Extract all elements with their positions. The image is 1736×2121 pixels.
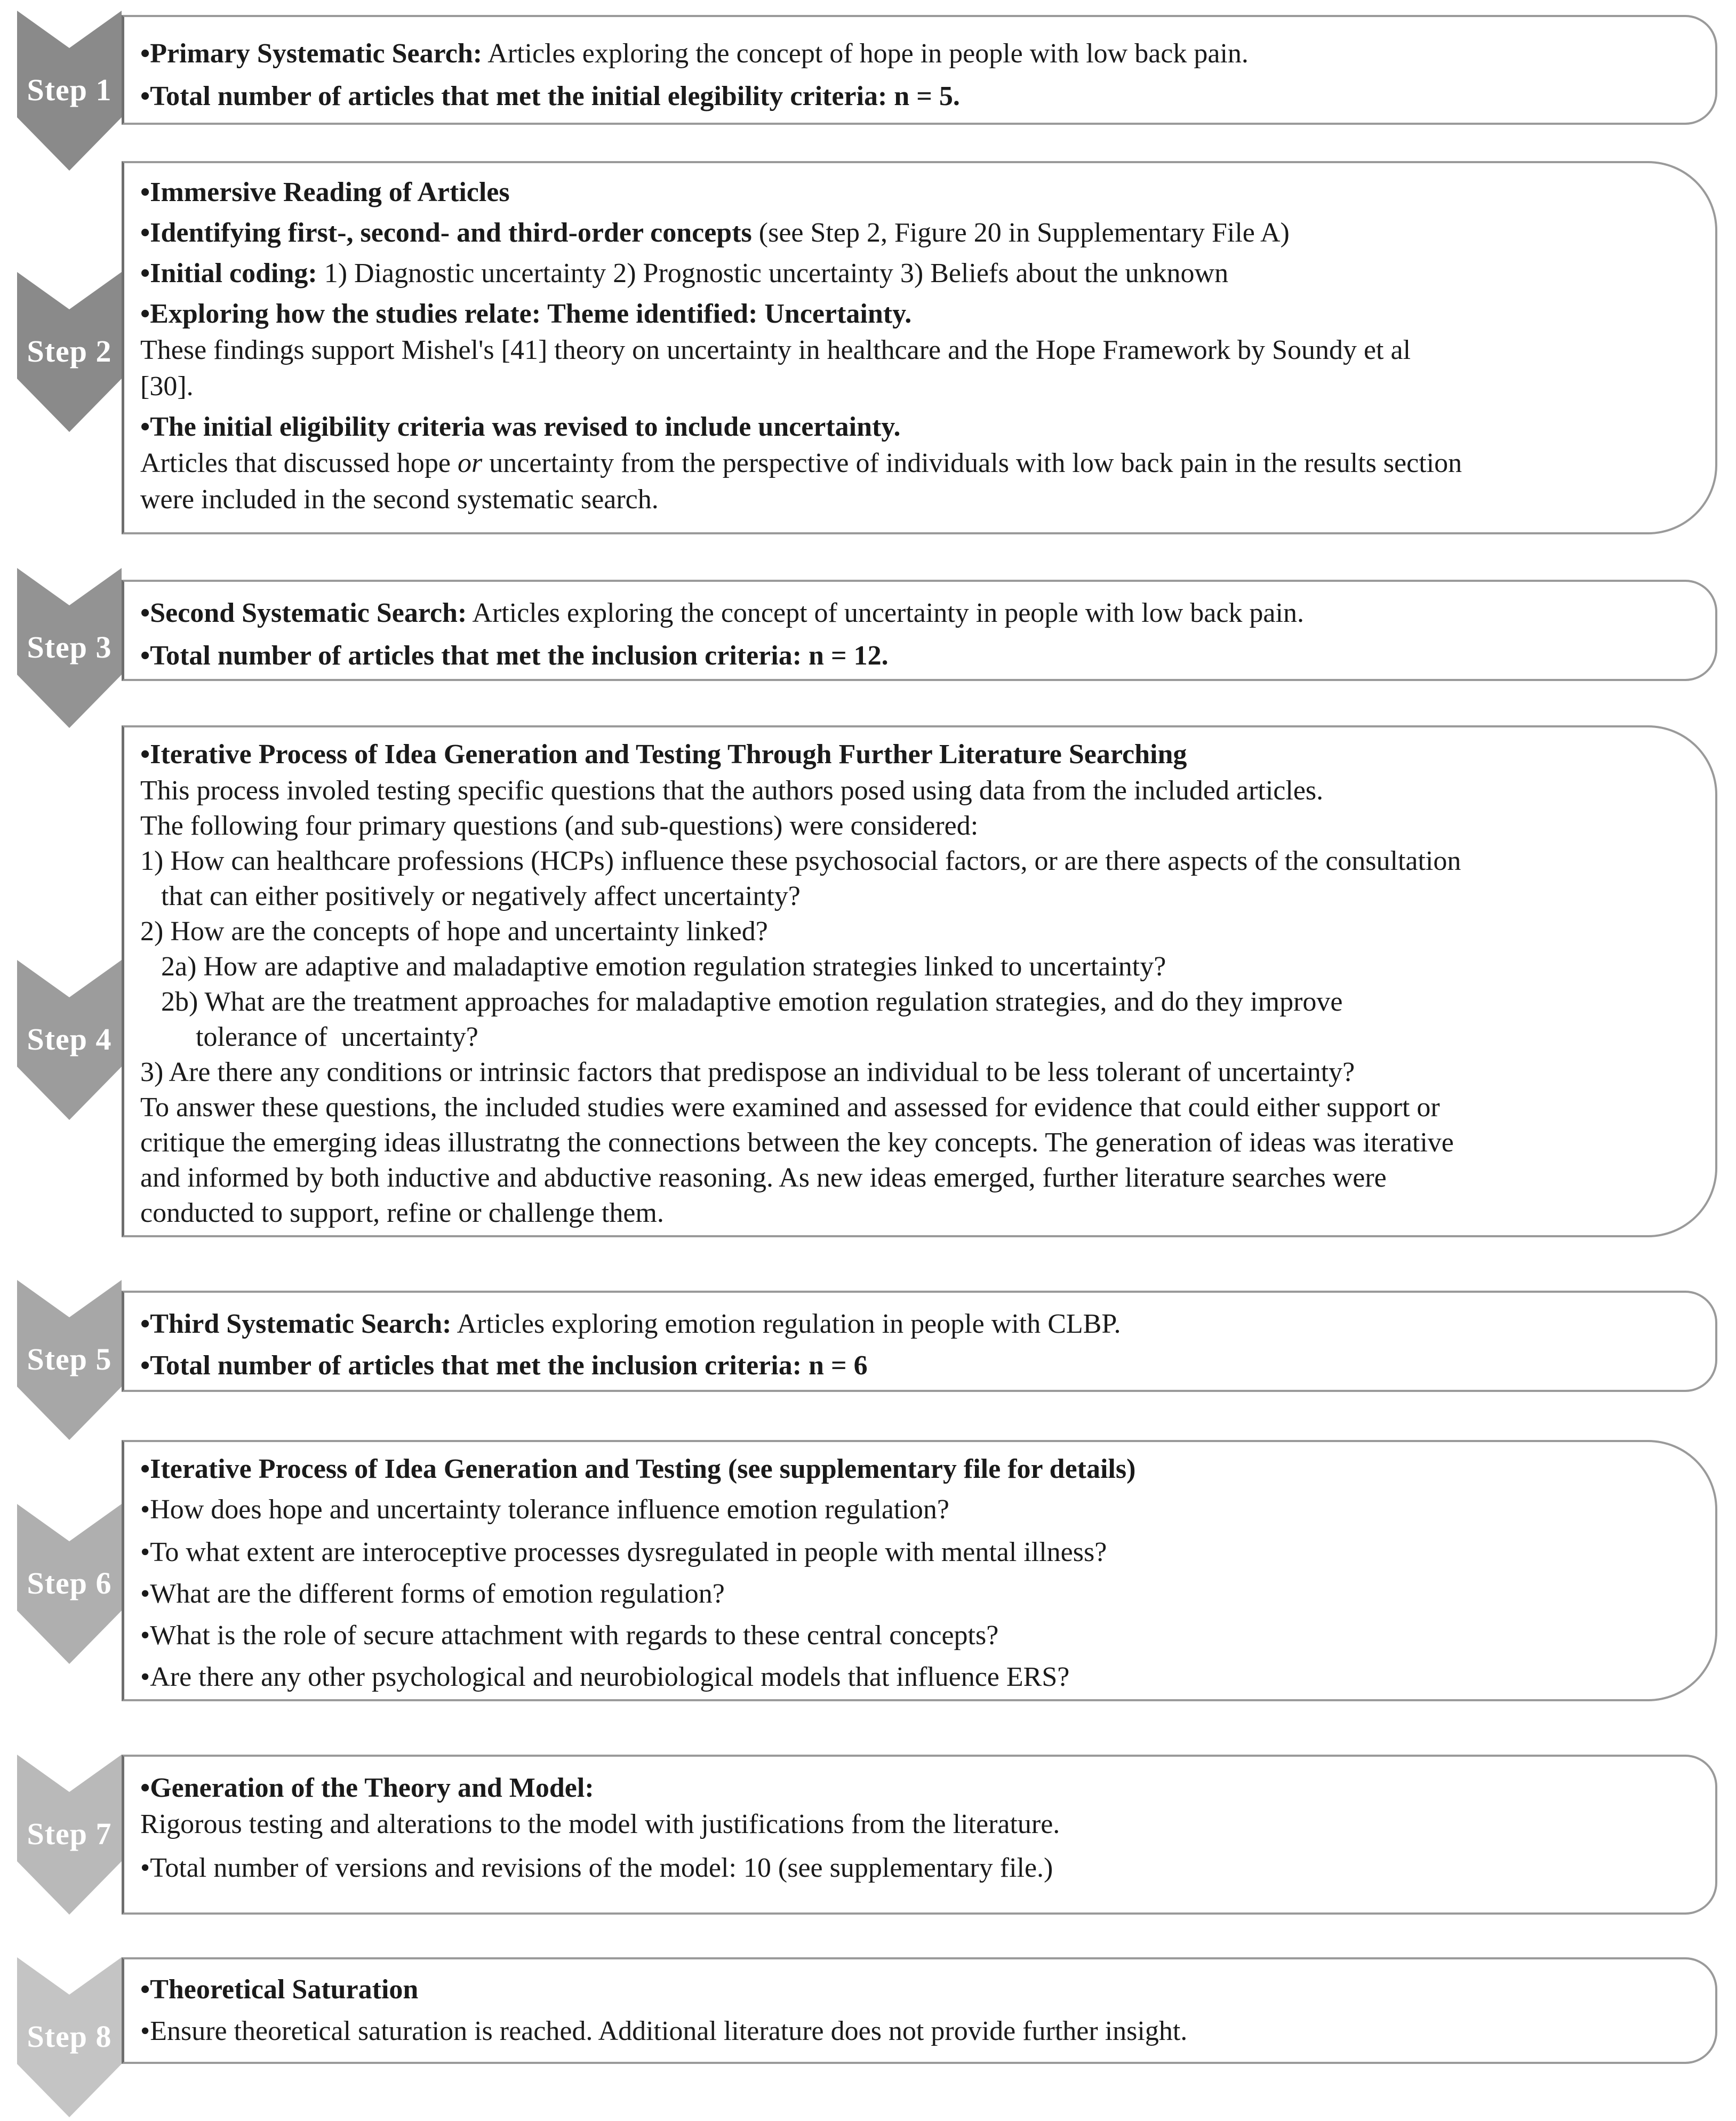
step-1-line-1: •Primary Systematic Search: Articles exploring the concept of hope in people with low back pain. [140,38,1249,69]
step-4-line-12: critique the emerging ideas illustratng the connections between the key concepts. The generation of ideas was iterative [140,1127,1454,1158]
step-4-line-2: This process involed testing specific questions that the authors posed using data from the included articles. [140,775,1324,806]
step-7-line-3: •Total number of versions and revisions of the model: 10 (see supplementary file.) [140,1853,1053,1883]
step-3-chevron [17,568,122,728]
step-4 [0,725,1736,1237]
step-2-line-3: •Initial coding: 1) Diagnostic uncertainty 2) Prognostic uncertainty 3) Beliefs about the unknown [140,258,1229,289]
step-2-chevron [17,272,122,432]
step-6-chevron [17,1504,122,1664]
step-8-label: Step 8 [27,2019,112,2054]
step-4-line-3: The following four primary questions (and sub-questions) were considered: [140,811,979,841]
step-6-box [122,1440,1717,1701]
step-6-line-2: •How does hope and uncertainty tolerance influence emotion regulation? [140,1494,949,1525]
step-7-label: Step 7 [27,1816,112,1851]
step-7-line-1: •Generation of the Theory and Model: [140,1773,594,1803]
step-3-line-2: •Total number of articles that met the inclusion criteria: n = 12. [140,641,889,671]
step-6-line-3: •To what extent are interoceptive processes dysregulated in people with mental illness? [140,1537,1107,1567]
step-3-box [122,580,1717,681]
step-3-label: Step 3 [27,630,112,665]
step-1 [0,11,1736,171]
step-2 [0,160,1736,544]
step-5-label: Step 5 [27,1342,112,1376]
step-8-line-1: •Theoretical Saturation [140,1974,419,2005]
step-8 [0,1957,1736,2117]
step-2-label: Step 2 [27,334,112,369]
step-2-line-8: Articles that discussed hope or uncertainty from the perspective of individuals with low back pain in the results section [140,448,1462,478]
step-4-box [122,725,1717,1237]
step-8-line-2: •Ensure theoretical saturation is reached. Additional literature does not provide further insight. [140,2016,1188,2046]
step-2-line-2: •Identifying first-, second- and third-order concepts (see Step 2, Figure 20 in Supplementary File A) [140,218,1290,248]
step-7 [0,1755,1736,1920]
step-4-line-1: •Iterative Process of Idea Generation and Testing Through Further Literature Searching [140,739,1187,770]
step-4-line-8: 2b) What are the treatment approaches for maladaptive emotion regulation strategies, and do they improve [140,987,1343,1017]
step-3 [0,568,1736,728]
step-4-line-13: and informed by both inductive and abductive reasoning. As new ideas emerged, further literature searches were [140,1163,1387,1193]
step-7-chevron [17,1755,122,1915]
step-2-line-1: •Immersive Reading of Articles [140,177,510,207]
step-6-line-5: •What is the role of secure attachment with regards to these central concepts? [140,1620,999,1651]
step-4-line-5: that can either positively or negatively affect uncertainty? [140,881,801,911]
step-1-chevron [17,11,122,171]
step-4-line-6: 2) How are the concepts of hope and uncertainty linked? [140,916,768,947]
step-8-chevron [17,1957,122,2117]
step-6 [0,1440,1736,1707]
step-1-box [122,15,1717,125]
step-6-line-4: •What are the different forms of emotion regulation? [140,1579,725,1609]
step-5-line-1: •Third Systematic Search: Articles exploring emotion regulation in people with CLBP. [140,1309,1121,1339]
step-2-line-5: These findings support Mishel's [41] theory on uncertainty in healthcare and the Hope Framework by Soundy et al [140,335,1411,365]
step-4-line-4: 1) How can healthcare professions (HCPs) influence these psychosocial factors, or are there aspects of the consultation [140,846,1461,876]
step-5-chevron [17,1280,122,1440]
step-2-box [122,161,1717,534]
step-6-line-1: •Iterative Process of Idea Generation and Testing (see supplementary file for details) [140,1454,1136,1484]
step-5-line-2: •Total number of articles that met the inclusion criteria: n = 6 [140,1350,868,1381]
step-2-line-9: were included in the second systematic search. [140,484,659,515]
step-2-line-7: •The initial eligibility criteria was revised to include uncertainty. [140,412,901,442]
step-4-line-7: 2a) How are adaptive and maladaptive emotion regulation strategies linked to uncertainty? [140,951,1166,982]
step-7-line-2: Rigorous testing and alterations to the model with justifications from the literature. [140,1809,1060,1839]
step-1-label: Step 1 [27,73,112,107]
step-5 [0,1280,1736,1440]
step-8-box [122,1957,1717,2064]
step-3-line-1: •Second Systematic Search: Articles exploring the concept of uncertainty in people with low back pain. [140,598,1304,628]
step-2-line-6: [30]. [140,371,194,402]
step-4-line-11: To answer these questions, the included studies were examined and assessed for evidence that could either support or [140,1092,1440,1123]
step-4-chevron [17,960,122,1120]
step-2-line-4: •Exploring how the studies relate: Theme identified: Uncertainty. [140,299,912,329]
step-4-line-14: conducted to support, refine or challenge them. [140,1198,664,1228]
step-6-line-6: •Are there any other psychological and neurobiological models that influence ERS? [140,1662,1070,1692]
step-6-label: Step 6 [27,1566,112,1600]
step-1-line-2: •Total number of articles that met the initial elegibility criteria: n = 5. [140,81,960,111]
step-4-line-10: 3) Are there any conditions or intrinsic factors that predispose an individual to be less tolerant of uncertainty? [140,1057,1355,1087]
step-4-line-9: tolerance of uncertainty? [140,1022,478,1052]
step-5-box [122,1291,1717,1392]
step-4-label: Step 4 [27,1022,112,1057]
step-7-box [122,1755,1717,1915]
